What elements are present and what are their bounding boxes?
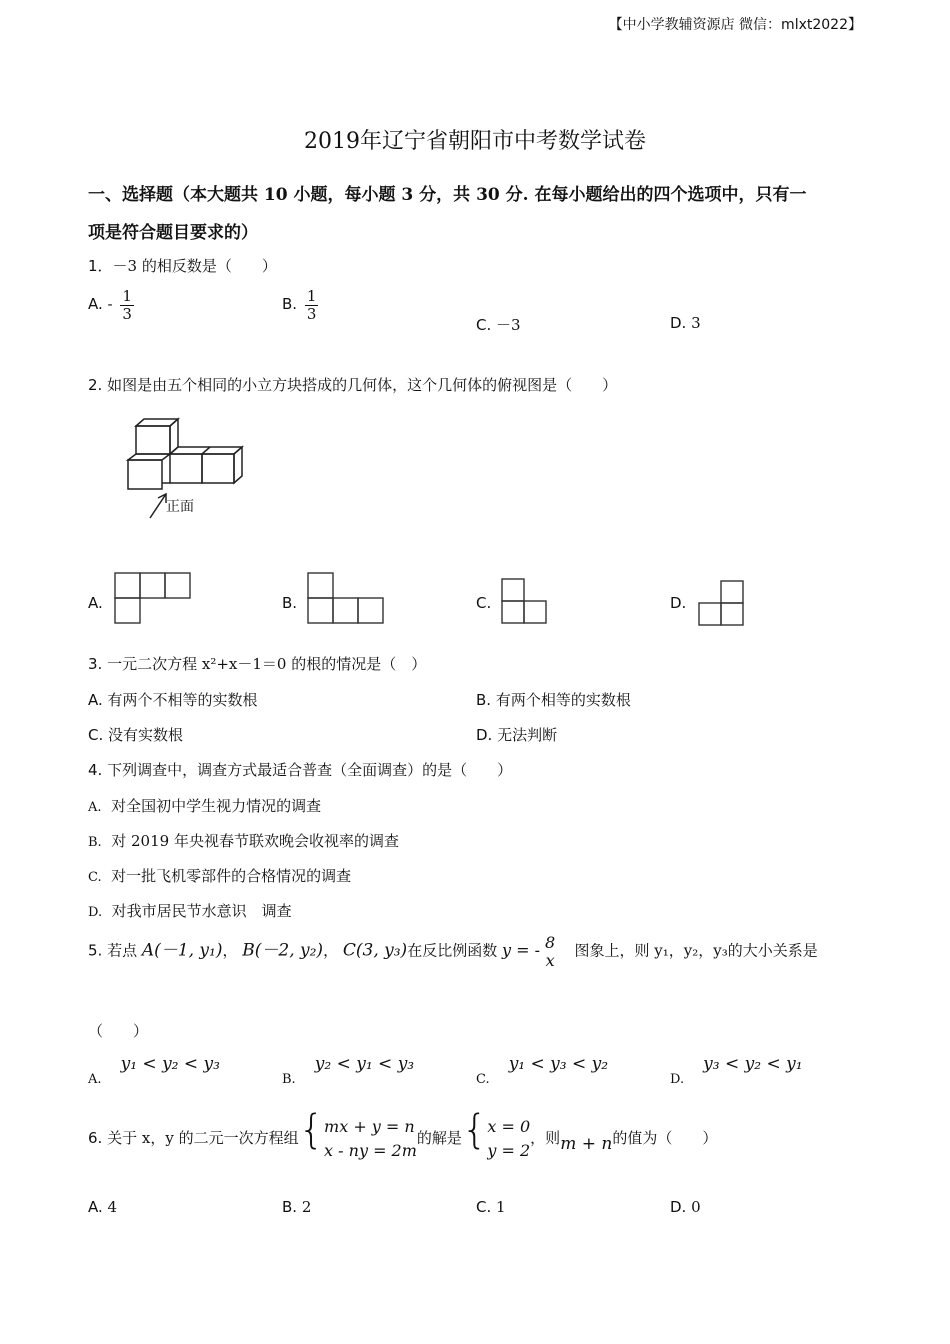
question-text: －3 的相反数是（ ） [112,257,277,275]
option-label: A. [88,1198,103,1216]
question-text: 下列调查中，调查方式最适合普查（全面调查）的是（ ） [107,761,513,779]
q4-option-c[interactable] [88,865,351,886]
q6-option-c[interactable] [476,1198,506,1216]
fraction-numerator: 1 [122,287,132,305]
option-text: －3 [496,316,521,334]
fraction-numerator: 8 [545,933,556,952]
option-text: 对我市居民节水意识 调查 [111,902,292,920]
option-label: D. [88,905,103,920]
question-number: 2. [88,376,103,394]
q1-option-b[interactable] [282,288,321,322]
q2-option-a-figure[interactable] [114,572,192,626]
q4-option-d[interactable] [88,900,292,921]
fraction-numerator: 1 [306,287,317,305]
question-prefix: 若点 [107,941,138,960]
q2-option-b-label[interactable]: B. [282,594,298,612]
option-label: A. [88,800,102,815]
q2-option-a-label[interactable]: A. [88,594,103,612]
option-text: 有两个不相等的实数根 [107,691,258,709]
q2-option-c-figure[interactable] [501,578,551,626]
q2-option-b-figure[interactable] [307,572,385,626]
question-number: 1． [88,257,113,275]
q1-option-c[interactable] [476,314,521,335]
section-heading-line2: 项是符合题目要求的） [88,223,258,243]
option-label: C. [88,870,102,885]
q6-option-b[interactable] [282,1198,311,1216]
q2-option-c-label[interactable]: C. [476,594,492,612]
option-text: y₃ < y₂ < y₁ [703,1054,803,1074]
equation-1: mx + y = n [324,1117,415,1136]
question-prefix: 关于 x，y 的二元一次方程组 [107,1129,299,1147]
q5-option-c[interactable] [476,1054,608,1087]
option-label: B. [282,1198,298,1216]
option-text: 没有实数根 [108,726,184,744]
option-label: D. [670,1198,687,1216]
solution-brace-icon: { [461,1107,488,1153]
question-6 [88,1107,718,1163]
equation-2: x - ny = 2m [324,1141,417,1160]
option-text: 0 [691,1198,701,1216]
q5-paren: （ ） [88,1022,149,1040]
equation-system [324,1115,417,1163]
q3-option-c[interactable] [88,724,183,745]
option-label: A. [88,1072,102,1087]
page-title: 2019年辽宁省朝阳市中考数学试卷 [304,129,646,154]
question-2 [88,374,617,395]
q6-option-a[interactable] [88,1198,117,1216]
question-number: 5. [88,941,103,960]
option-text: 2 [301,1198,312,1216]
option-text: y₁ < y₂ < y₃ [120,1054,220,1074]
question-mid: 在反比例函数 [407,941,498,960]
option-label: C. [476,1072,490,1087]
q5-option-b[interactable] [282,1054,414,1087]
q1-option-d[interactable] [670,314,701,332]
option-text: y₂ < y₁ < y₃ [314,1054,415,1074]
system-brace-icon: { [298,1107,325,1153]
option-label: C. [476,316,492,334]
option-text: 无法判断 [497,726,558,744]
q4-option-a[interactable] [88,795,321,816]
question-number: 3. [88,655,103,673]
option-label: D. [670,1072,685,1087]
solution-2: y = 2 [487,1141,531,1160]
q3-option-a[interactable] [88,689,258,710]
question-then: ，则 [530,1129,561,1147]
option-text: 对全国初中学生视力情况的调查 [111,797,322,815]
option-text: 4 [107,1198,118,1216]
option-label: A. [88,295,103,313]
option-text: y₁ < y₃ < y₂ [508,1054,609,1074]
point-c: C(3, y₃) [342,940,408,961]
section-heading-line1: 一、选择题（本大题共 10 小题，每小题 3 分，共 30 分. 在每小题给出的四个选项中，只有一 [88,185,807,205]
option-fraction [120,288,134,322]
q4-option-b[interactable] [88,830,399,851]
fraction-denominator: 3 [306,304,317,323]
fraction-denominator: x [545,950,555,970]
point-a: A(－1, y₁) [141,940,223,961]
front-label: 正面 [166,499,194,515]
function-fraction [543,934,557,969]
question-text: 一元二次方程 x²+x－1＝0 的根的情况是（ ） [107,655,427,673]
option-sign: - [107,295,113,313]
q6-option-d[interactable] [670,1198,701,1216]
question-text: 如图是由五个相同的小立方块搭成的几何体，这个几何体的俯视图是（ ） [107,376,618,394]
question-3 [88,653,426,674]
question-number: 6. [88,1129,103,1147]
question-5: 5. 若点 A(－1, y₁)， B(－2, y₂)， C(3, y₃)在反比例函数 y = - 8 x 图象上，则 y₁，y₂，y₃的大小关系是 [88,933,818,970]
option-text: 3 [691,314,701,332]
question-1 [88,255,277,276]
page-header: 【中小学教辅资源店 微信：mlxt2022】 [608,17,862,33]
question-4 [88,759,512,780]
option-text: 有两个相等的实数根 [495,691,631,709]
q2-option-d-figure[interactable] [698,580,748,628]
q1-option-a[interactable] [88,288,137,322]
expression: m + n [560,1134,613,1154]
fraction-denominator: 3 [122,304,132,323]
option-text: 对一批飞机零部件的合格情况的调查 [111,867,352,885]
solution-1: x = 0 [487,1117,531,1136]
question-suffix: 的值为（ ） [612,1129,718,1147]
option-label: C. [88,726,104,744]
q2-option-d-label[interactable]: D. [670,594,687,612]
option-label: D. [670,314,687,332]
q5-option-a[interactable] [88,1054,220,1087]
question-mid: 的解是 [416,1129,462,1147]
question-suffix: 图象上，则 y₁，y₂，y₃的大小关系是 [574,941,818,960]
option-label: B. [282,295,298,313]
q3-option-b[interactable] [476,689,631,710]
option-text: 1 [496,1198,506,1216]
option-fraction [305,288,319,322]
function-lhs: y = - [501,940,541,960]
option-label: D. [476,726,493,744]
option-label: A. [88,691,103,709]
q5-option-d[interactable] [670,1054,803,1087]
question-number: 4. [88,761,103,779]
option-label: B. [476,691,492,709]
option-label: B. [88,835,102,850]
option-text: 对 2019 年央视春节联欢晚会收视率的调查 [111,832,399,850]
solution-system [487,1115,530,1163]
option-label: B. [282,1072,296,1087]
option-label: C. [476,1198,492,1216]
point-b: B(－2, y₂) [242,940,324,961]
q3-option-d[interactable] [476,724,557,745]
